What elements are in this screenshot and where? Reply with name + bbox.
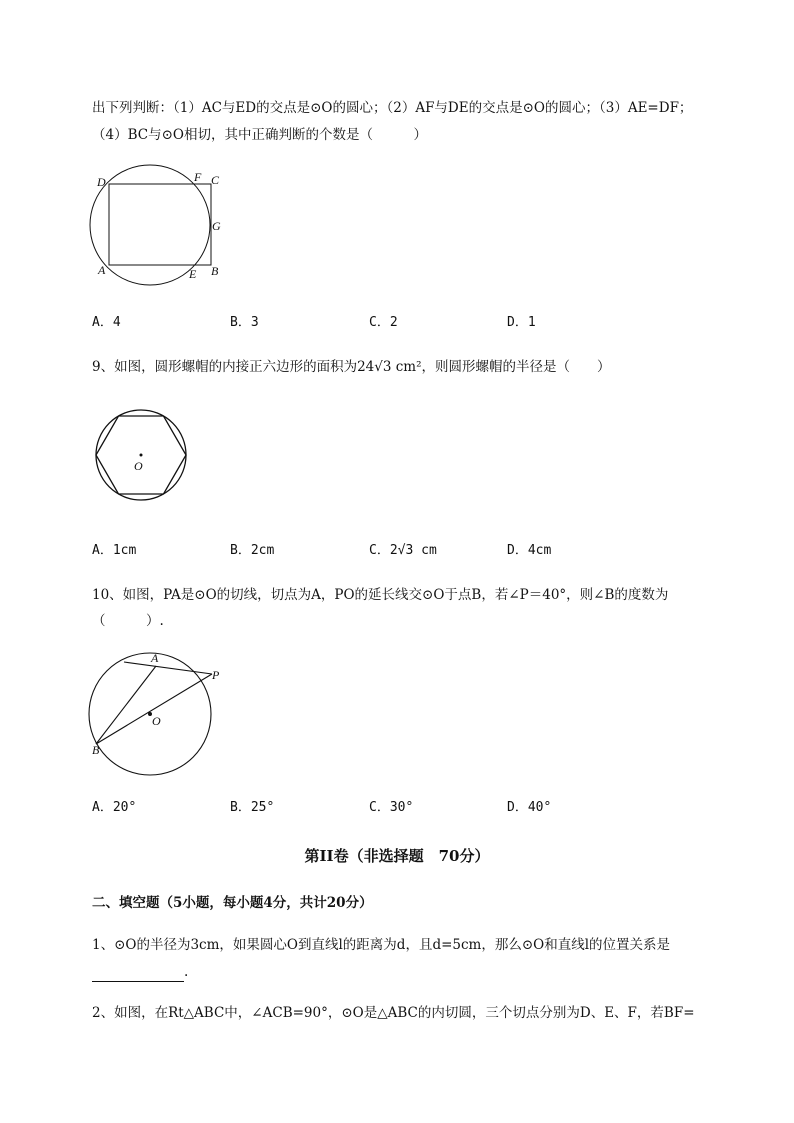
q10-option-d: D．40° (507, 800, 552, 815)
q9-figure (93, 407, 189, 503)
fill1-answer-blank[interactable] (92, 967, 184, 982)
q8-text-line2: （4）BC与⊙O相切，其中正确判断的个数是（ ） (92, 127, 427, 143)
q9-option-d: D．4cm (507, 543, 552, 558)
q9-center-dot (140, 454, 143, 457)
q9-option-a: A．1cm (92, 543, 137, 558)
q8-label-f: F (194, 170, 202, 184)
q10-option-a: A．20° (92, 800, 137, 815)
q10-label-a: A (151, 651, 159, 665)
q8-text-line1: 出下列判断：（1）AC与ED的交点是⊙O的圆心；（2）AF与DE的交点是⊙O的圆心；（3）AE=DF； (92, 100, 693, 116)
fill1-period: . (184, 964, 189, 980)
section2-title: 第II卷（非选择题 70分） (304, 847, 490, 865)
q8-rectangle (109, 184, 211, 265)
fill1-text-line2 (92, 962, 188, 982)
q10-line-pb (96, 674, 212, 744)
q10-label-b: B (92, 743, 100, 757)
q10-label-p: P (212, 668, 220, 682)
q10-text-line1: 10、如图，PA是⊙O的切线，切点为A，PO的延长线交⊙O于点B，若∠P＝40°，则∠B的度数为 (92, 587, 669, 603)
q8-option-c: C．2 (369, 315, 398, 330)
q10-line-ab (96, 666, 156, 744)
q10-tangent-line (124, 662, 212, 674)
q10-option-c: C．30° (369, 800, 414, 815)
q10-label-o: O (152, 714, 161, 728)
q9-label-o: O (134, 459, 143, 473)
q8-figure (88, 168, 238, 286)
fill2-text-line1: 2、如图，在Rt△ABC中，∠ACB=90°，⊙O是△ABC的内切圆，三个切点分别为D、E、F，若BF= (92, 1005, 695, 1021)
fill1-text-line1: 1、⊙O的半径为3cm，如果圆心O到直线l的距离为d，且d=5cm，那么⊙O和直线l的位置关系是 (92, 937, 671, 953)
q10-figure (88, 652, 228, 764)
q9-option-c: C．2√3 cm (369, 543, 437, 558)
q8-option-d: D．1 (507, 315, 536, 330)
q8-option-b: B．3 (230, 315, 259, 330)
q8-label-e: E (189, 267, 197, 281)
section2-heading: 二、填空题（5小题，每小题4分，共计20分） (92, 895, 373, 911)
q8-label-a: A (98, 263, 106, 277)
q9-text: 9、如图，圆形螺帽的内接正六边形的面积为24√3 cm²，则圆形螺帽的半径是（ ） (92, 359, 611, 375)
q8-label-c: C (211, 173, 220, 187)
q10-option-b: B．25° (230, 800, 275, 815)
q8-option-a: A．4 (92, 315, 121, 330)
q8-label-g: G (212, 219, 221, 233)
q10-text-line2: （ ）. (92, 613, 164, 629)
q8-label-d: D (97, 175, 106, 189)
q8-label-b: B (211, 264, 219, 278)
q9-option-b: B．2cm (230, 543, 275, 558)
